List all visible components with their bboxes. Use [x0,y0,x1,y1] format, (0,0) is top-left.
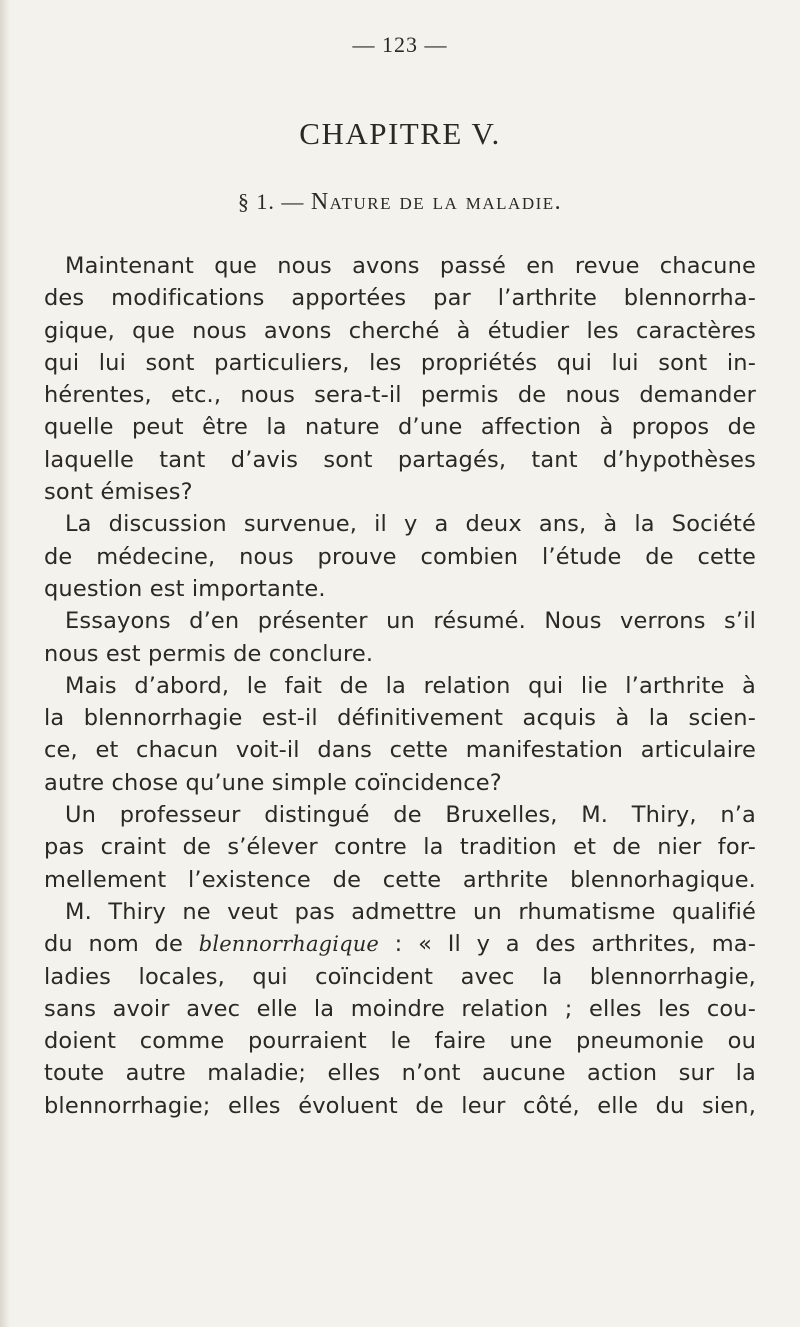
text-line: question est importante. [44,575,326,602]
text-line: toute autre maladie; elles n’ont aucune action sur la [44,1060,756,1087]
section-title: Nature de la maladie. [310,189,563,215]
text-line: nous est permis de conclure. [44,640,374,667]
text-line: qui lui sont particuliers, les propriétés qui lui sont in- [44,349,756,376]
text-line: ce, et chacun voit-il dans cette manifestation articulaire [44,737,756,764]
text-line: laquelle tant d’avis sont partagés, tant d’hypothèses [44,446,756,473]
text-run: : « Il y a des arthrites, ma- [378,931,756,958]
text-line: Un professeur distingué de Bruxelles, M. Thiry, n’a [65,802,756,829]
text-line [44,928,756,960]
text-line: ladies locales, qui coïncident avec la blennorrhagie, [44,963,756,990]
text-line: pas craint de s’élever contre la tradition et de nier for- [44,834,756,861]
text-line: gique, que nous avons cherché à étudier les caractères [44,317,756,344]
text-line: blennorrhagie; elles évoluent de leur côté, elle du sien, [44,1092,756,1119]
text-line: la blennorrhagie est-il définitivement acquis à la scien- [44,705,756,732]
text-line: des modifications apportées par l’arthrite blennorrha- [44,285,756,312]
text-line: quelle peut être la nature d’une affection à propos de [44,414,756,441]
text-line: sont émises? [44,479,193,506]
text-line: hérentes, etc., nous sera-t-il permis de nous demander [44,382,756,409]
text-line: mellement l’existence de cette arthrite blennorhagique. [44,866,756,893]
chapter-title: CHAPITRE V. [299,116,501,151]
text-line: La discussion survenue, il y a deux ans, à la Société [65,511,756,538]
text-line: sans avoir avec elle la moindre relation ; elles les cou- [44,995,756,1022]
italic-term: blennorrhagique [198,932,379,957]
text-line: doient comme pourraient le faire une pneumonie ou [44,1028,756,1055]
text-line: M. Thiry ne veut pas admettre un rhumatisme qualifié [65,898,756,925]
section-heading [0,189,800,216]
body-text [44,250,756,1122]
text-line: Mais d’abord, le fait de la relation qui lie l’arthrite à [65,672,756,699]
text-run: du nom de [44,931,199,958]
section-number: § 1. — [237,189,311,214]
text-line: autre chose qu’une simple coïncidence? [44,769,502,796]
text-line: Maintenant que nous avons passé en revue chacune [65,253,756,279]
page-number: — 123 — [352,32,448,57]
text-line: de médecine, nous prouve combien l’étude de cette [44,543,756,570]
text-line: Essayons d’en présenter un résumé. Nous verrons s’il [65,608,756,635]
